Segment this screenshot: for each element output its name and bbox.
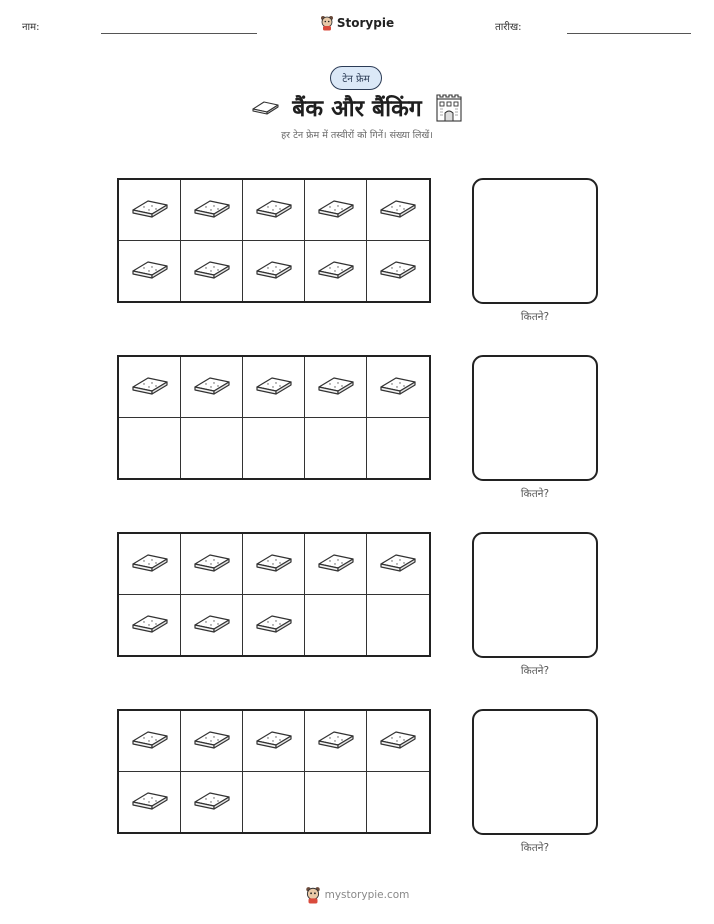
sponge-icon [130,550,170,578]
worksheet-type-badge [330,66,382,90]
answer-box-1[interactable] [472,178,598,304]
frame-cell [243,418,305,479]
frame-cell [119,418,181,479]
frame-cell [367,241,429,302]
answer-box-2[interactable] [472,355,598,481]
frame-cell [367,180,429,241]
sponge-icon [378,727,418,755]
frame-cell [367,357,429,418]
frame-cell [181,357,243,418]
sponge-icon [254,727,294,755]
frame-cell [181,711,243,772]
answer-label-1: कितने? [520,311,550,323]
frame-cell [119,595,181,656]
sponge-icon [316,257,356,285]
name-write-line [101,33,257,34]
storypie-logo [307,13,407,33]
frame-cell [243,534,305,595]
sponge-icon [192,373,232,401]
logo-text: Storypie [336,16,395,30]
ten-frame-2 [117,355,431,480]
answer-label-3: कितने? [520,665,550,677]
sponge-icon [130,373,170,401]
answer-box-4[interactable] [472,709,598,835]
frame-cell [305,772,367,833]
frame-cell [181,180,243,241]
frame-cell [367,772,429,833]
frame-cell [119,772,181,833]
sponge-icon [130,611,170,639]
ten-frame-4 [117,709,431,834]
frame-cell [181,534,243,595]
frame-cell [181,241,243,302]
sponge-icon [192,788,232,816]
date-label: तारीख: [495,22,522,33]
sponge-icon [378,550,418,578]
frame-cell [367,534,429,595]
sponge-icon [254,373,294,401]
sponge-icon [192,611,232,639]
sponge-icon [250,98,280,116]
frame-cell [305,534,367,595]
ten-frame-1 [117,178,431,303]
page-title [200,90,514,124]
sponge-icon [130,727,170,755]
frame-cell [367,595,429,656]
frame-cell [119,180,181,241]
frame-cell [181,418,243,479]
storypie-logo-icon [305,886,321,904]
sponge-icon [254,257,294,285]
answer-label-2: कितने? [520,488,550,500]
footer-url: mystorypie.com [324,889,410,901]
date-write-line [567,33,691,34]
frame-cell [181,772,243,833]
frame-cell [305,711,367,772]
ten-frame-3 [117,532,431,657]
sponge-icon [378,257,418,285]
sponge-icon [192,727,232,755]
frame-cell [305,241,367,302]
name-label: नाम: [22,22,40,33]
footer [257,884,457,906]
sponge-icon [378,373,418,401]
frame-cell [243,772,305,833]
frame-cell [119,534,181,595]
frame-cell [305,180,367,241]
frame-cell [119,241,181,302]
answer-box-3[interactable] [472,532,598,658]
sponge-icon [130,788,170,816]
frame-cell [305,418,367,479]
sponge-icon [192,550,232,578]
frame-cell [367,711,429,772]
frame-cell [305,357,367,418]
sponge-icon [316,373,356,401]
sponge-icon [378,196,418,224]
storypie-logo-icon [320,15,334,31]
answer-label-4: कितने? [520,842,550,854]
badge-text: टेन फ्रेम [342,74,370,85]
frame-cell [243,357,305,418]
sponge-icon [130,196,170,224]
instructions: हर टेन फ्रेम में तस्वीरों को गिनें। संख्या लिखें। [281,130,433,141]
sponge-icon [316,550,356,578]
frame-cell [243,711,305,772]
sponge-icon [130,257,170,285]
sponge-icon [192,257,232,285]
frame-cell [305,595,367,656]
sponge-icon [316,196,356,224]
sponge-icon [192,196,232,224]
bank-building-icon [434,91,464,123]
frame-cell [119,711,181,772]
sponge-icon [254,550,294,578]
sponge-icon [316,727,356,755]
title-text: बैंक और बैंकिंग [292,96,422,122]
frame-cell [119,357,181,418]
frame-cell [243,595,305,656]
sponge-icon [254,196,294,224]
frame-cell [243,241,305,302]
frame-cell [367,418,429,479]
sponge-icon [254,611,294,639]
frame-cell [181,595,243,656]
frame-cell [243,180,305,241]
